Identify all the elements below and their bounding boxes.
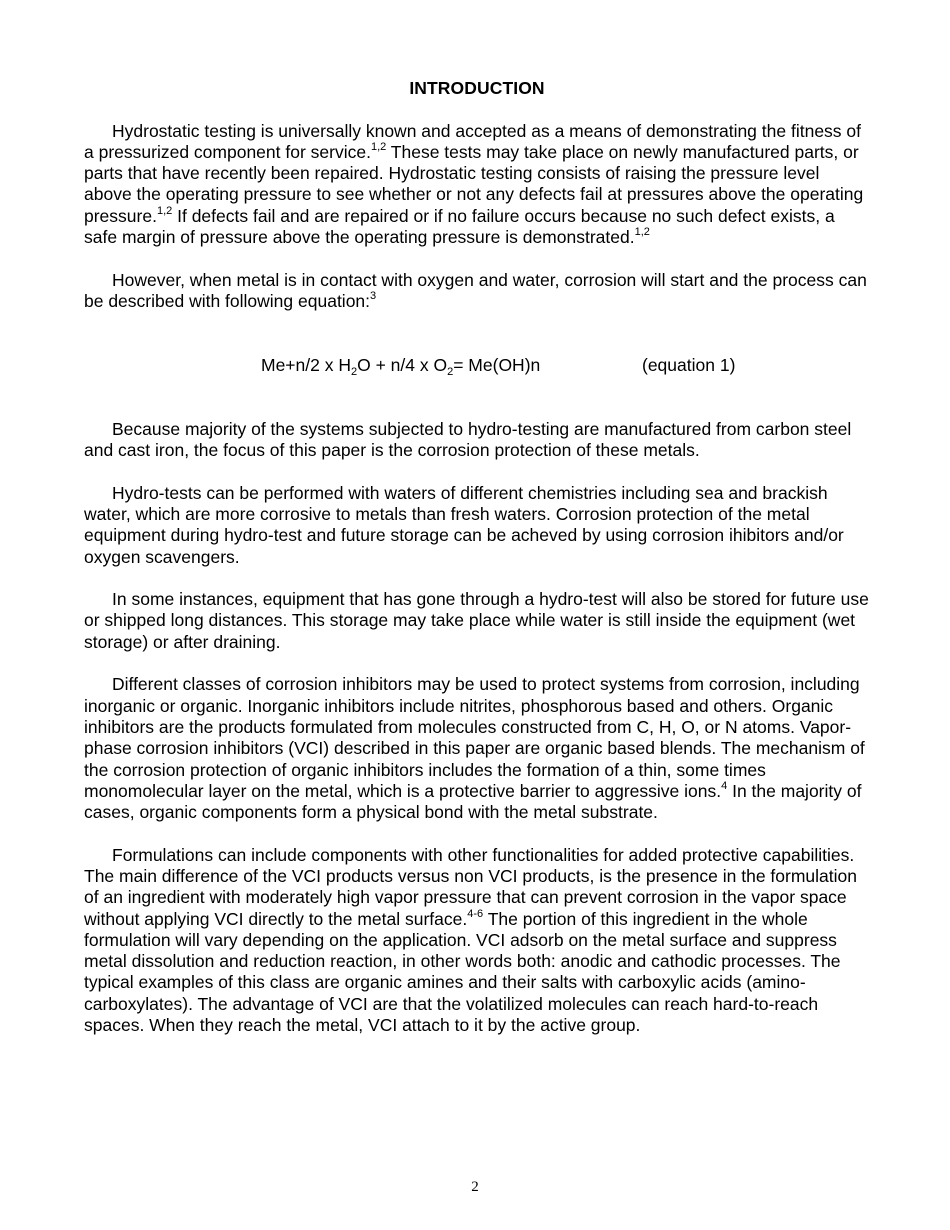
paragraph-text: These tests may take place on newly manufactured parts, or parts that have recently been repaired. Hydrostatic testing consists of raising the pressure level above the operating pressure to see whether or not any defects fail at pressures above the operating pressure. <box>84 141 864 226</box>
paragraph-text: Different classes of corrosion inhibitors may be used to protect systems from corrosion, including inorganic or organic. Inorganic inhibitors include nitrites, phosphorous based and others. Organic inhibitors are the products formulated from molecules constructed from C, H, O, or N atoms. Vapor-phase corrosion inhibitors (VCI) described in this paper are organic based blends. The mechanism of the corrosion protection of organic inhibitors includes the formation of a thin, some times monomolecular layer on the metal, which is a protective barrier to aggressive ions. <box>84 674 865 801</box>
citation-superscript: 4 <box>721 779 728 792</box>
corrosion-equation: Me+n/2 x $H_2O + n/4$ x $O_2= Me(OH)n$ <box>261 354 541 378</box>
paragraph-vci-formulations <box>84 845 870 1037</box>
citation-superscript: 3 <box>370 289 377 302</box>
paragraph-text: In the majority of cases, organic components form a physical bond with the metal substrate. <box>84 780 862 823</box>
paragraph-text: If defects fail and are repaired or if no failure occurs because no such defect exists, a safe margin of pressure above the operating pressure is demonstrated. <box>84 205 835 248</box>
citation-superscript: 1,2 <box>370 140 387 153</box>
paragraph-corrosion-intro <box>84 270 870 313</box>
equation-row <box>84 355 870 376</box>
paragraph-text: The portion of this ingredient in the whole formulation will vary depending on the application. VCI adsorb on the metal surface and suppress metal dissolution and reduction reaction, in other words both: anodic and cathodic processes. The typical examples of this class are organic amines and their salts with carboxylic acids (amino-carboxylates). The advantage of VCI are that the volatilized molecules can reach hard-to-reach spaces. When they reach the metal, VCI attach to it by the active group. <box>84 908 841 1036</box>
section-title: INTRODUCTION <box>409 78 545 98</box>
paragraph-storage: In some instances, equipment that has gone through a hydro-test will also be stored for future use or shipped long distances. This storage may take place while water is still inside the equipment (wet storage) or after draining. <box>84 589 869 652</box>
equation-label: (equation 1) <box>642 354 736 375</box>
citation-superscript: 1,2 <box>156 204 173 217</box>
document-body <box>84 78 870 1036</box>
paragraph-focus: Because majority of the systems subjected to hydro-testing are manufactured from carbon steel and cast iron, the focus of this paper is the corrosion protection of these metals. <box>84 418 852 461</box>
page-number: 2 <box>471 1179 479 1195</box>
paragraph-hydrostatic-testing <box>84 121 870 249</box>
paragraph-text: However, when metal is in contact with oxygen and water, corrosion will start and the process can be described with following equation: <box>84 269 867 311</box>
paragraph-inhibitor-classes <box>84 674 870 823</box>
paragraph-text: Hydrostatic testing is universally known and accepted as a means of demonstrating the fitness of a pressurized component for service. <box>84 120 862 162</box>
paragraph-hydro-tests: Hydro-tests can be performed with waters of different chemistries including sea and brackish water, which are more corrosive to metals than fresh waters. Corrosion protection of the metal equipment during hydro-test and future storage can be acheved by using corrosion ihibitors and/or oxygen scavengers. <box>84 482 844 567</box>
citation-superscript: 1,2 <box>634 226 650 239</box>
paragraph-text: Formulations can include components with other functionalities for added protective capabilities. The main difference of the VCI products versus non VCI products, is the presence in the formulation of an ingredient with moderately high vapor pressure that can prevent corrosion in the vapor space without applying VCI directly to the metal surface. <box>84 844 857 929</box>
citation-superscript: 4-6 <box>467 907 484 920</box>
